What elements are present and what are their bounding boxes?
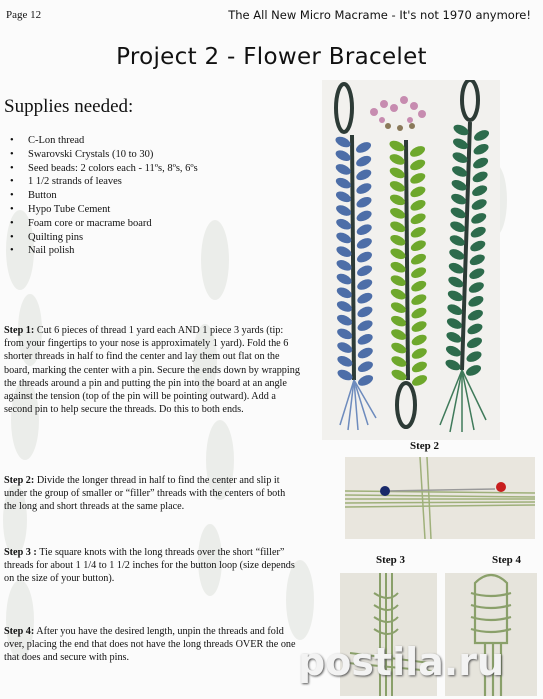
leaf-bead — [335, 258, 353, 273]
leaf-bead — [390, 368, 408, 383]
step-text: After you have the desired length, unpin the threads and fold over, placing the end that does not have the long threads OVER the one that does and secure with pins. — [4, 626, 296, 664]
leaf-bead — [448, 247, 466, 262]
leaf-bead — [390, 354, 408, 369]
leaf-bead — [334, 176, 352, 191]
leaf-bead — [334, 135, 352, 150]
leaf-bead — [335, 272, 353, 287]
leaf-bead — [389, 219, 407, 234]
leaf-bead — [410, 346, 428, 361]
leaf-bead — [389, 273, 407, 288]
leaf-bead — [444, 358, 462, 373]
leaf-bead — [409, 211, 427, 226]
leaf-bead — [410, 279, 428, 294]
supplies-list — [10, 134, 198, 258]
leaf-bead — [354, 140, 372, 155]
page-number: Page 12 — [6, 9, 42, 21]
leaf-bead — [388, 152, 406, 167]
leaf-bead — [470, 197, 488, 212]
leaf-bead — [410, 373, 428, 388]
leaf-bead — [356, 304, 374, 319]
leaf-bead — [355, 154, 373, 169]
step-3 — [4, 546, 300, 586]
leaf-bead — [409, 225, 427, 240]
leaf-bead — [472, 128, 490, 143]
page-title: Project 2 - Flower Bracelet — [116, 44, 427, 70]
leaf-bead — [467, 280, 485, 295]
leaf-bead — [409, 265, 427, 280]
leaf-bead — [335, 217, 353, 232]
leaf-bead — [334, 162, 352, 177]
leaf-bead — [409, 184, 427, 199]
leaf-bead — [450, 164, 468, 179]
supplies-item: • C-Lon thread — [10, 134, 198, 148]
leaf-bead — [389, 246, 407, 261]
leaf-bead — [471, 169, 489, 184]
leaf-bead — [390, 341, 408, 356]
step-2 — [4, 474, 300, 514]
leaf-bead — [389, 327, 407, 342]
leaf-bead — [468, 266, 486, 281]
leaf-bead — [388, 192, 406, 207]
supplies-item: • Swarovski Crystals (10 to 30) — [10, 148, 198, 162]
leaf-bead — [444, 344, 462, 359]
leaf-bead — [451, 150, 469, 165]
leaf-bead — [409, 157, 427, 172]
leaf-bead — [389, 314, 407, 329]
leaf-bead — [334, 189, 352, 204]
leaf-bead — [335, 230, 353, 245]
step-label: Step 4: — [4, 626, 35, 637]
leaf-bead — [467, 294, 485, 309]
step-label: Step 1: — [4, 325, 35, 336]
leaf-bead — [335, 299, 353, 314]
leaf-bead — [355, 263, 373, 278]
leaf-bead — [355, 209, 373, 224]
leaf-bead — [355, 167, 373, 182]
supplies-item: • Seed beads: 2 colors each - 11ºs, 8ºs, 6ºs — [10, 162, 198, 176]
leaf-bead — [466, 322, 484, 337]
leaf-bead — [356, 346, 374, 361]
supplies-item: • 1 1/2 strands of leaves — [10, 175, 198, 189]
leaf-bead — [445, 330, 463, 345]
leaf-bead — [335, 285, 353, 300]
leaf-bead — [355, 222, 373, 237]
leaf-bead — [410, 306, 428, 321]
leaf-bead — [449, 219, 467, 234]
leaf-bead — [356, 277, 374, 292]
leaf-bead — [449, 205, 467, 220]
leaf-bead — [355, 195, 373, 210]
supplies-item: • Button — [10, 189, 198, 203]
leaf-bead — [334, 203, 352, 218]
watermark: postila.ru — [298, 640, 505, 684]
leaf-bead — [410, 360, 428, 375]
step-label: Step 2: — [4, 475, 35, 486]
leaf-bead — [449, 192, 467, 207]
supplies-item: • Quilting pins — [10, 231, 198, 245]
bracelets-photo — [322, 80, 500, 440]
step-2-caption: Step 2 — [410, 440, 440, 452]
leaf-bead — [409, 252, 427, 267]
supplies-item: • Hypo Tube Cement — [10, 203, 198, 217]
leaf-bead — [468, 252, 486, 267]
running-header: The All New Micro Macrame - It's not 1970 anymore! — [228, 8, 531, 22]
leaf-bead — [466, 308, 484, 323]
leaf-bead — [464, 363, 482, 378]
leaf-bead — [336, 368, 354, 383]
leaf-bead — [469, 239, 487, 254]
leaf-bead — [356, 332, 374, 347]
leaf-bead — [448, 233, 466, 248]
leaf-bead — [465, 335, 483, 350]
leaf-bead — [471, 156, 489, 171]
leaf-bead — [410, 319, 428, 334]
leaf-bead — [388, 139, 406, 154]
supplies-item: • Nail polish — [10, 244, 198, 258]
leaf-bead — [335, 244, 353, 259]
step-label: Step 3 : — [4, 547, 37, 558]
leaf-bead — [355, 236, 373, 251]
step-text: Tie square knots with the long threads over the short “filler” threads for about 1 1/4 to 1 1/2 inches for the button loop (size depends on the size of your button). — [4, 547, 295, 585]
step-4-caption: Step 4 — [492, 554, 522, 566]
leaf-bead — [470, 211, 488, 226]
leaf-bead — [335, 326, 353, 341]
leaf-bead — [450, 178, 468, 193]
leaf-bead — [472, 142, 490, 157]
leaf-bead — [445, 316, 463, 331]
leaf-bead — [388, 165, 406, 180]
leaf-bead — [336, 354, 354, 369]
leaf-bead — [356, 318, 374, 333]
leaf-bead — [356, 359, 374, 374]
leaf-bead — [465, 349, 483, 364]
leaf-bead — [410, 333, 428, 348]
leaf-bead — [335, 313, 353, 328]
supplies-heading: Supplies needed: — [4, 96, 134, 117]
leaf-bead — [409, 238, 427, 253]
leaf-bead — [355, 250, 373, 265]
leaf-bead — [409, 171, 427, 186]
leaf-bead — [451, 136, 469, 151]
supplies-item: • Foam core or macrame board — [10, 217, 198, 231]
leaf-bead — [469, 225, 487, 240]
leaf-bead — [389, 260, 407, 275]
leaf-bead — [409, 198, 427, 213]
leaf-bead — [356, 291, 374, 306]
leaf-bead — [389, 287, 407, 302]
leaf-bead — [336, 340, 354, 355]
step-text: Cut 6 pieces of thread 1 yard each AND 1 piece 3 yards (tip: from your fingertips to your nose is approximately 1 yard). Fold the 6 shorter threads in half to find the center and lay them out flat on the board, marking the center with a pin. Secure the ends down by wrapping the threads around a pin and putting the pin into the board at an angle against the tension (top of the pin will be pointing outward). Add a second pin to help secure the threads. Do this to both ends. — [4, 325, 300, 416]
step-2-photo — [345, 457, 535, 539]
step-3-caption: Step 3 — [376, 554, 406, 566]
leaf-bead — [356, 373, 374, 388]
leaf-bead — [447, 261, 465, 276]
leaf-bead — [389, 300, 407, 315]
leaf-bead — [389, 233, 407, 248]
leaf-bead — [388, 206, 406, 221]
leaf-bead — [410, 292, 428, 307]
leaf-bead — [452, 123, 470, 138]
leaf-bead — [355, 181, 373, 196]
leaf-bead — [446, 288, 464, 303]
leaf-bead — [447, 275, 465, 290]
leaf-bead — [446, 302, 464, 317]
leaf-bead — [334, 148, 352, 163]
leaf-bead — [408, 144, 426, 159]
leaf-bead — [388, 179, 406, 194]
leaf-bead — [471, 183, 489, 198]
step-4 — [4, 625, 300, 665]
step-1 — [4, 324, 304, 416]
step-text: Divide the longer thread in half to find the center and slip it under the group of smaller or “filler” threads with the centers of both the long and short threads at the same place. — [4, 475, 286, 513]
